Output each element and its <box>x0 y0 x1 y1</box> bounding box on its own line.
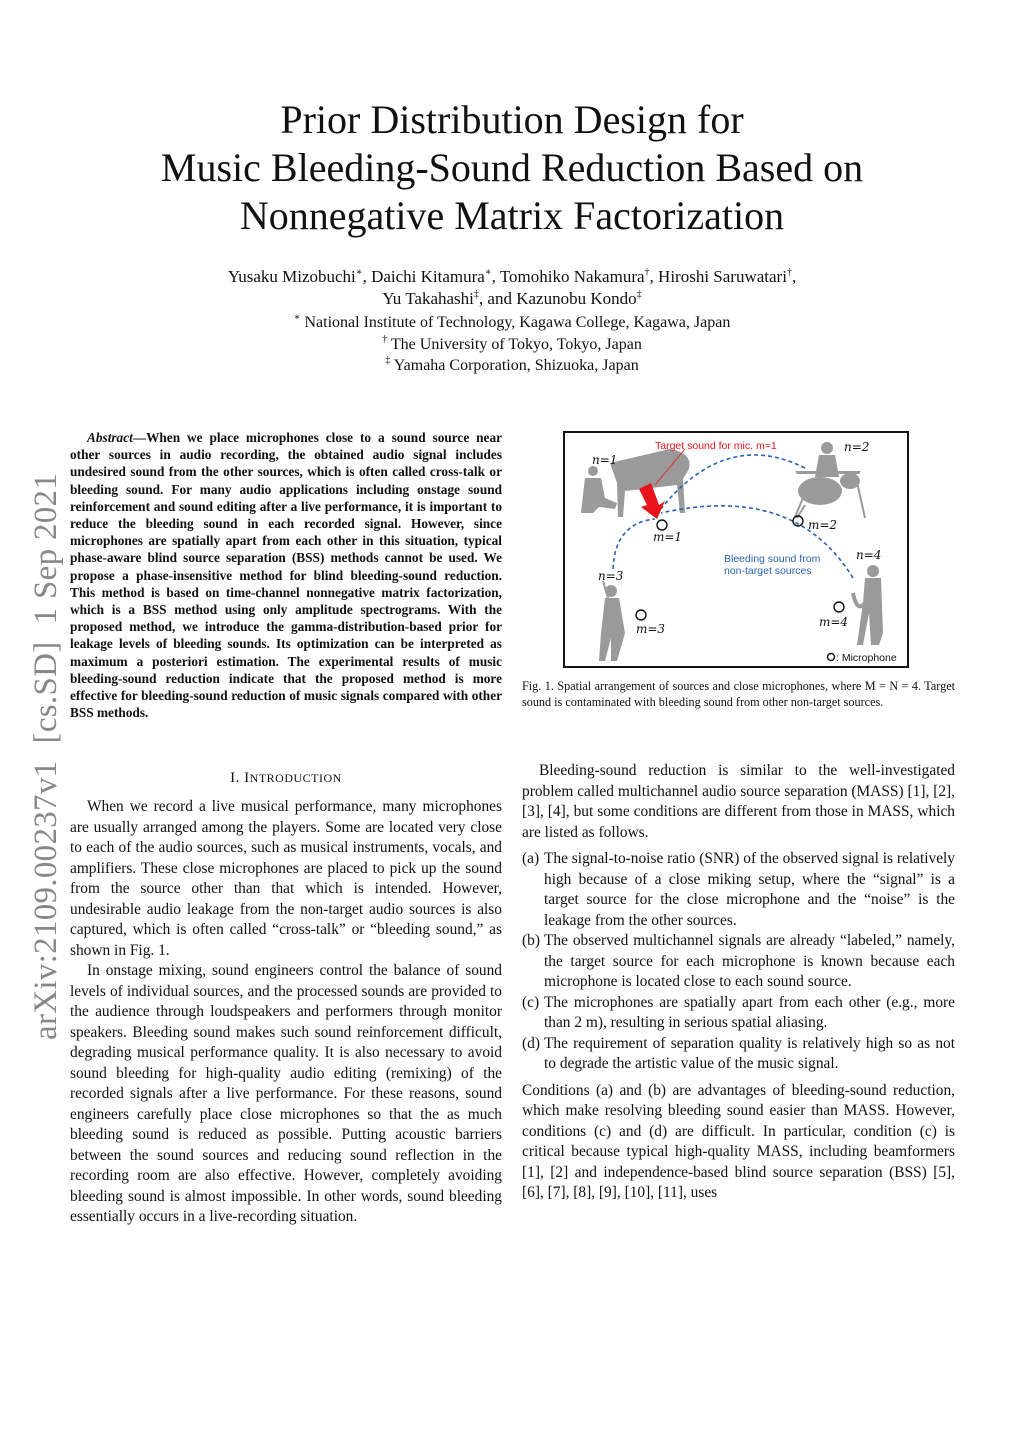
affil-mark: † <box>786 267 792 278</box>
author-name: Yusaku Mizobuchi <box>227 267 356 286</box>
abstract <box>70 429 502 721</box>
list-item <box>522 931 955 993</box>
figure-caption: Fig. 1. Spatial arrangement of sources and close microphones, where M = N = 4. Target sound is contaminated with bleeding sound from other non-target sources. <box>522 679 955 709</box>
right-column-body <box>522 761 955 1204</box>
affil-mark: ∗ <box>484 267 492 278</box>
affil-mark: † <box>382 333 388 345</box>
microphone-icon <box>636 610 646 620</box>
abstract-text: When we place microphones close to a sound source near other sources in audio recording, the obtained audio signal includes undesired sound from the other sources, which is often called cross-talk or bleeding sound. For many audio applications including onstage sound reinforcement and sound editing after a live performance, it is important to reduce the bleeding sound in each recorded signal. However, since microphones are spatially apart from each other in this situation, typical phase-aware blind source separation (BSS) methods cannot be used. We propose a phase-insensitive method for blind bleeding-sound reduction. This method is based on time-channel nonnegative matrix factorization, which is a BSS method using only amplitude spectrograms. With the proposed method, we introduce the gamma-distribution-based prior for leakage levels of bleeding sounds. Its optimization can be interpreted as maximum a posteriori estimation. The experimental results of music bleeding-sound reduction indicate that the proposed method is more effective for bleeding-sound reduction of music signals compared with other BSS methods. <box>70 430 502 721</box>
left-column-body <box>70 797 502 1228</box>
affil-mark: ∗ <box>293 312 301 323</box>
bleeding-arrow-guitar <box>613 519 655 569</box>
title-line: Music Bleeding-Sound Reduction Based on <box>160 145 864 190</box>
author-name: Kazunobu Kondo <box>516 289 637 308</box>
paragraph: Bleeding-sound reduction is similar to the well-investigated problem called multichannel audio source separation (MASS) [1], [2], [3], [4], but some conditions are different from those in MASS, which are listed as follows. <box>522 762 955 841</box>
author-name: Yu Takahashi <box>382 289 474 308</box>
saxophonist-silhouette <box>853 565 883 645</box>
list-item <box>522 849 955 931</box>
section-number: I. <box>230 770 245 786</box>
paragraph: When we record a live musical performance, many microphones are usually arranged among the players. Some are located very close to each of the audio sources, such as musical instruments, vocals, and amplifiers. These close microphones are placed to pick up the sound from the source other than that which is intended. However, undesirable audio leakage from the non-target audio sources is also captured, which is often called “cross-talk” or “bleeding sound,” as shown in Fig. 1. <box>70 798 502 959</box>
source-label-n4: n=4 <box>856 548 882 562</box>
affil-mark: ‡ <box>385 355 391 366</box>
bleeding-label: Bleeding sound from <box>724 553 821 565</box>
conditions-list <box>522 849 955 1075</box>
sep: , and <box>478 289 517 308</box>
legend-label: : Microphone <box>836 652 897 664</box>
section-title-initial: I <box>244 770 250 786</box>
arxiv-stamp: arXiv:2109.00237v1 [cs.SD] 1 Sep 2021 <box>28 472 64 1040</box>
source-label-n2: n=2 <box>844 440 870 454</box>
affil-text: The University of Tokyo, Tokyo, Japan <box>387 335 642 353</box>
microphone-icon <box>657 520 667 530</box>
mic-label-m3: m=3 <box>636 622 666 636</box>
list-label: (b) <box>522 932 540 949</box>
figure-illustration <box>565 433 907 666</box>
mic-label-m1: m=1 <box>653 530 683 544</box>
list-text: The requirement of separation quality is relatively high so as not to degrade the artistic value of the music signal. <box>544 1034 955 1072</box>
affil-mark: ‡ <box>473 289 479 300</box>
paper-title <box>0 96 1024 240</box>
affiliation <box>0 312 1024 334</box>
paragraph: Conditions (a) and (b) are advantages of bleeding-sound reduction, which make resolving bleeding sound easier than MASS. However, conditions (c) and (d) are difficult. In particular, condition (c) is critical because typical high-quality MASS, including beamformers [1], [2] and independence-based blind source separation (BSS) [5], [6], [7], [8], [9], [10], [11], uses <box>522 1081 955 1201</box>
target-arrow <box>639 483 665 519</box>
author-name: Tomohiko Nakamura <box>499 267 645 286</box>
author-line-1 <box>0 266 1024 288</box>
microphone-icon <box>834 602 844 612</box>
author-name: Hiroshi Saruwatari <box>658 267 787 286</box>
list-item <box>522 993 955 1034</box>
paragraph: In onstage mixing, sound engineers control the balance of sound levels of individual sources, and the processed sounds are provided to the audience through loudspeakers and performers through monitor speakers. Bleeding sound makes such sound reinforcement difficult, degrading musical performance quality. It is also necessary to avoid sound bleeding for high-quality audio editing (remixing) of the recorded signals after a live performance. For these reasons, sound engineers carefully place close microphones so that the as much bleeding sound is reduced as possible. Putting acoustic barriers between the sound sources and reducing sound reflection in the recording room are also effective. However, completely avoiding bleeding sound is almost impossible. In other words, sound bleeding essentially occurs in a live-recording situation. <box>70 962 502 1225</box>
list-item <box>522 1034 955 1075</box>
target-label: Target sound for mic. m=1 <box>655 440 777 452</box>
section-title-rest: NTRODUCTION <box>249 771 342 785</box>
sep: , <box>649 267 659 286</box>
affil-mark: ‡ <box>636 289 642 300</box>
sep: , <box>362 267 372 286</box>
affiliation <box>0 334 1024 356</box>
abstract-label: Abstract <box>87 430 133 445</box>
dash: — <box>132 430 147 445</box>
mic-label-m2: m=2 <box>808 518 838 532</box>
affil-mark: ∗ <box>355 267 363 278</box>
affiliations <box>0 312 1024 377</box>
section-heading <box>70 770 502 787</box>
list-label: (d) <box>522 1034 540 1052</box>
sep: , <box>791 267 797 286</box>
title-line: Prior Distribution Design for <box>280 97 744 142</box>
list-label: (a) <box>522 850 540 867</box>
list-text: The observed multichannel signals are already “labeled,” namely, the target source for each microphone is known because each microphone is located close to each sound source. <box>544 932 955 990</box>
affil-mark: † <box>644 267 650 278</box>
mic-label-m4: m=4 <box>819 615 849 629</box>
title-line: Nonnegative Matrix Factorization <box>239 193 785 238</box>
sep: , <box>491 267 500 286</box>
source-label-n3: n=3 <box>598 569 624 583</box>
affiliation <box>0 355 1024 377</box>
guitarist-silhouette <box>599 581 625 661</box>
affil-text: National Institute of Technology, Kagawa College, Kagawa, Japan <box>300 314 731 331</box>
author-name: Daichi Kitamura <box>371 267 485 286</box>
list-text: The signal-to-noise ratio (SNR) of the observed signal is relatively high because of a close miking setup, where the “signal” is a target source for the close microphone and the “noise” is the leakage from the other sources. <box>544 850 955 929</box>
list-text: The microphones are spatially apart from each other (e.g., more than 2 m), resulting in serious spatial aliasing. <box>544 993 955 1031</box>
affil-text: Yamaha Corporation, Shizuoka, Japan <box>390 357 639 374</box>
microphone-legend-icon <box>828 654 835 661</box>
list-label: (c) <box>522 993 540 1011</box>
bleeding-label: non-target sources <box>724 565 812 577</box>
source-label-n1: n=1 <box>592 453 618 467</box>
figure-1 <box>563 431 909 668</box>
author-list <box>0 266 1024 310</box>
author-line-2 <box>0 288 1024 310</box>
